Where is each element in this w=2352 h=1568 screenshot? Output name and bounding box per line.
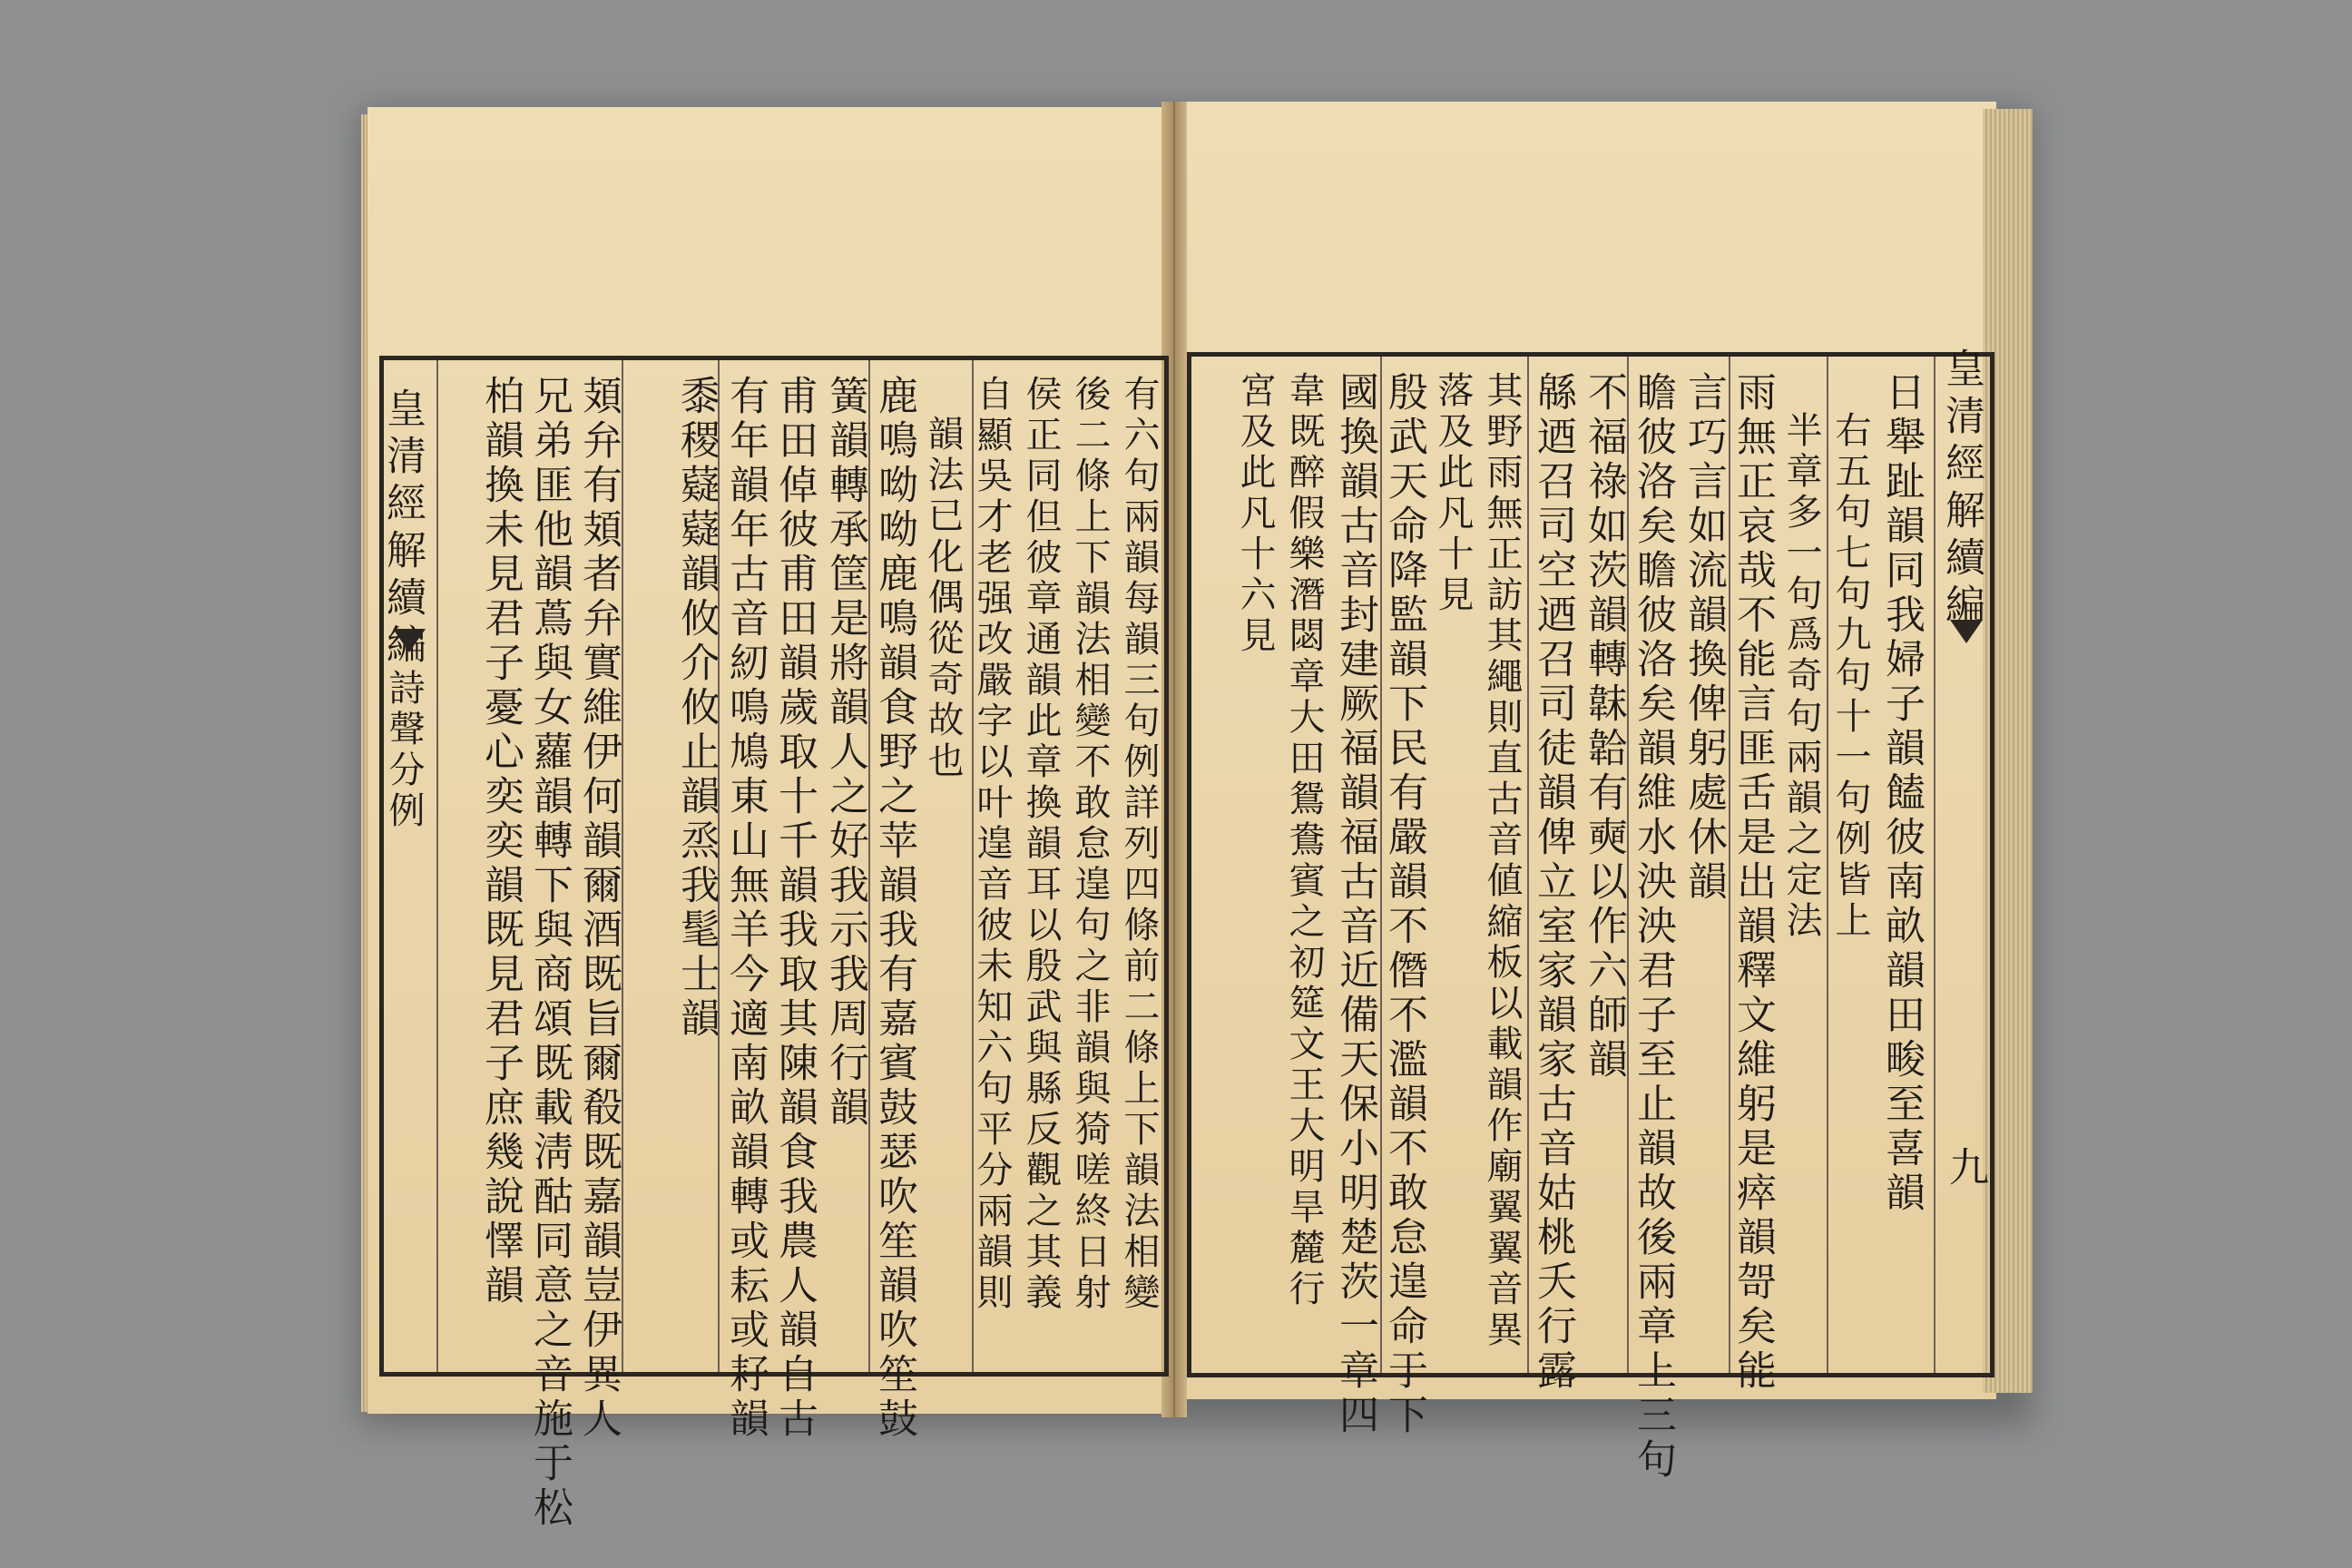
column-rule [718,360,720,1372]
text-column-3: 半章多一句爲奇句兩韻之定法 [1780,411,1822,942]
column-rule [868,360,870,1372]
text-column-5: 言巧言如流韻換俾躬處休韻 [1681,371,1727,905]
text-column-9: 其野雨無正訪其繩則直古音値縮板以載韻作廟翼翼音異 [1481,371,1523,1351]
text-column-11: 頍弁有頍者弁實維伊何韻爾酒既旨爾殽既嘉韻豈伊異人 [575,375,622,1442]
column-rule [1627,357,1629,1373]
left-section-title: 詩聲分例 [383,669,425,832]
text-column-6: 瞻彼洛矣瞻彼洛矣韻維水泱泱君子至止韻故後兩章上三句 [1630,371,1676,1483]
left-text-frame [379,356,1169,1531]
text-column-1: 日舉趾韻同我婦子韻饁彼南畝韻田畯至喜韻 [1878,371,1925,1216]
column-rule [972,360,974,1372]
text-column-3: 侯正同但彼章通韻此章換韻耳以殷武與縣反觀之其義 [1020,375,1062,1314]
column-rule [1827,357,1828,1373]
text-column-2: 右五句七句九句十一句例皆上 [1829,411,1871,942]
text-column-4: 自顯吳才老强改嚴字以叶遑音彼未知六句平分兩韻則 [971,375,1013,1314]
text-column-9: 有年韻年古音紉鳴鳩東山無羊今適南畝韻轉或耘或耔韻 [722,375,769,1442]
banner-rule [436,360,438,1372]
folio-number: 九 [1942,1146,1988,1191]
text-column-13: 韋既醉假樂潛閟章大田鴛鴦賓之初筵文王大明旱麓行 [1283,371,1325,1310]
left-banner-title: 皇清經解續編 [379,387,426,671]
text-column-10: 落及此凡十見 [1432,371,1474,616]
fish-tail-marker [393,629,426,652]
text-column-5: 韻法已化偶從奇故也 [922,415,964,782]
text-column-14: 宮及此凡十六見 [1234,371,1276,657]
text-column-6: 鹿鳴呦呦鹿鳴韻食野之苹韻我有嘉賓鼓瑟吹笙韻吹笙鼓 [871,375,917,1442]
text-column-1: 有六句兩韻每韻三句例詳列四條前二條上下韻法相變 [1118,375,1160,1314]
text-column-8: 甫田倬彼甫田韻歲取十千韻我取其陳韻食我農人韻自古 [771,375,818,1442]
right-banner-title: 皇清經解續編 [1938,348,1984,631]
banner-rule [1934,357,1936,1373]
fish-tail-marker [1950,620,1983,643]
column-rule [1729,357,1730,1373]
text-column-8: 緜迺召司空迺召司徒韻俾立室家韻家古音姑桃夭行露 [1530,371,1576,1394]
text-column-7: 簧韻轉承筐是將韻人之好我示我周行韻 [822,375,868,1131]
text-column-4: 雨無正哀哉不能言匪舌是出韻釋文維躬是瘁韻哿矣能 [1730,371,1776,1394]
text-column-10: 黍稷薿薿韻攸介攸止韻烝我髦士韻 [673,375,720,1042]
text-column-11: 殷武天命降監韻下民有嚴韻不僭不濫韻不敢怠遑命于下 [1381,371,1427,1438]
text-column-12: 國換韻古音封建厥福韻福古音近備天保小明楚茨一章四 [1332,371,1378,1438]
column-rule [1380,357,1382,1373]
text-column-12: 兄弟匪他韻蔦與女蘿韻轉下與商頌既載淸酤同意之音施于松 [526,375,573,1531]
text-column-2: 後二條上下韻法相變不敢怠遑句之非韻與猗嗟終日射 [1069,375,1111,1314]
column-rule [1527,357,1529,1373]
text-column-13: 柏韻換未見君子憂心奕奕韻既見君子庶幾說懌韻 [477,375,524,1308]
text-column-7: 不福祿如茨韻轉韎韐有奭以作六師韻 [1581,371,1627,1083]
column-rule [622,360,623,1372]
right-text-frame [1187,348,1994,1483]
